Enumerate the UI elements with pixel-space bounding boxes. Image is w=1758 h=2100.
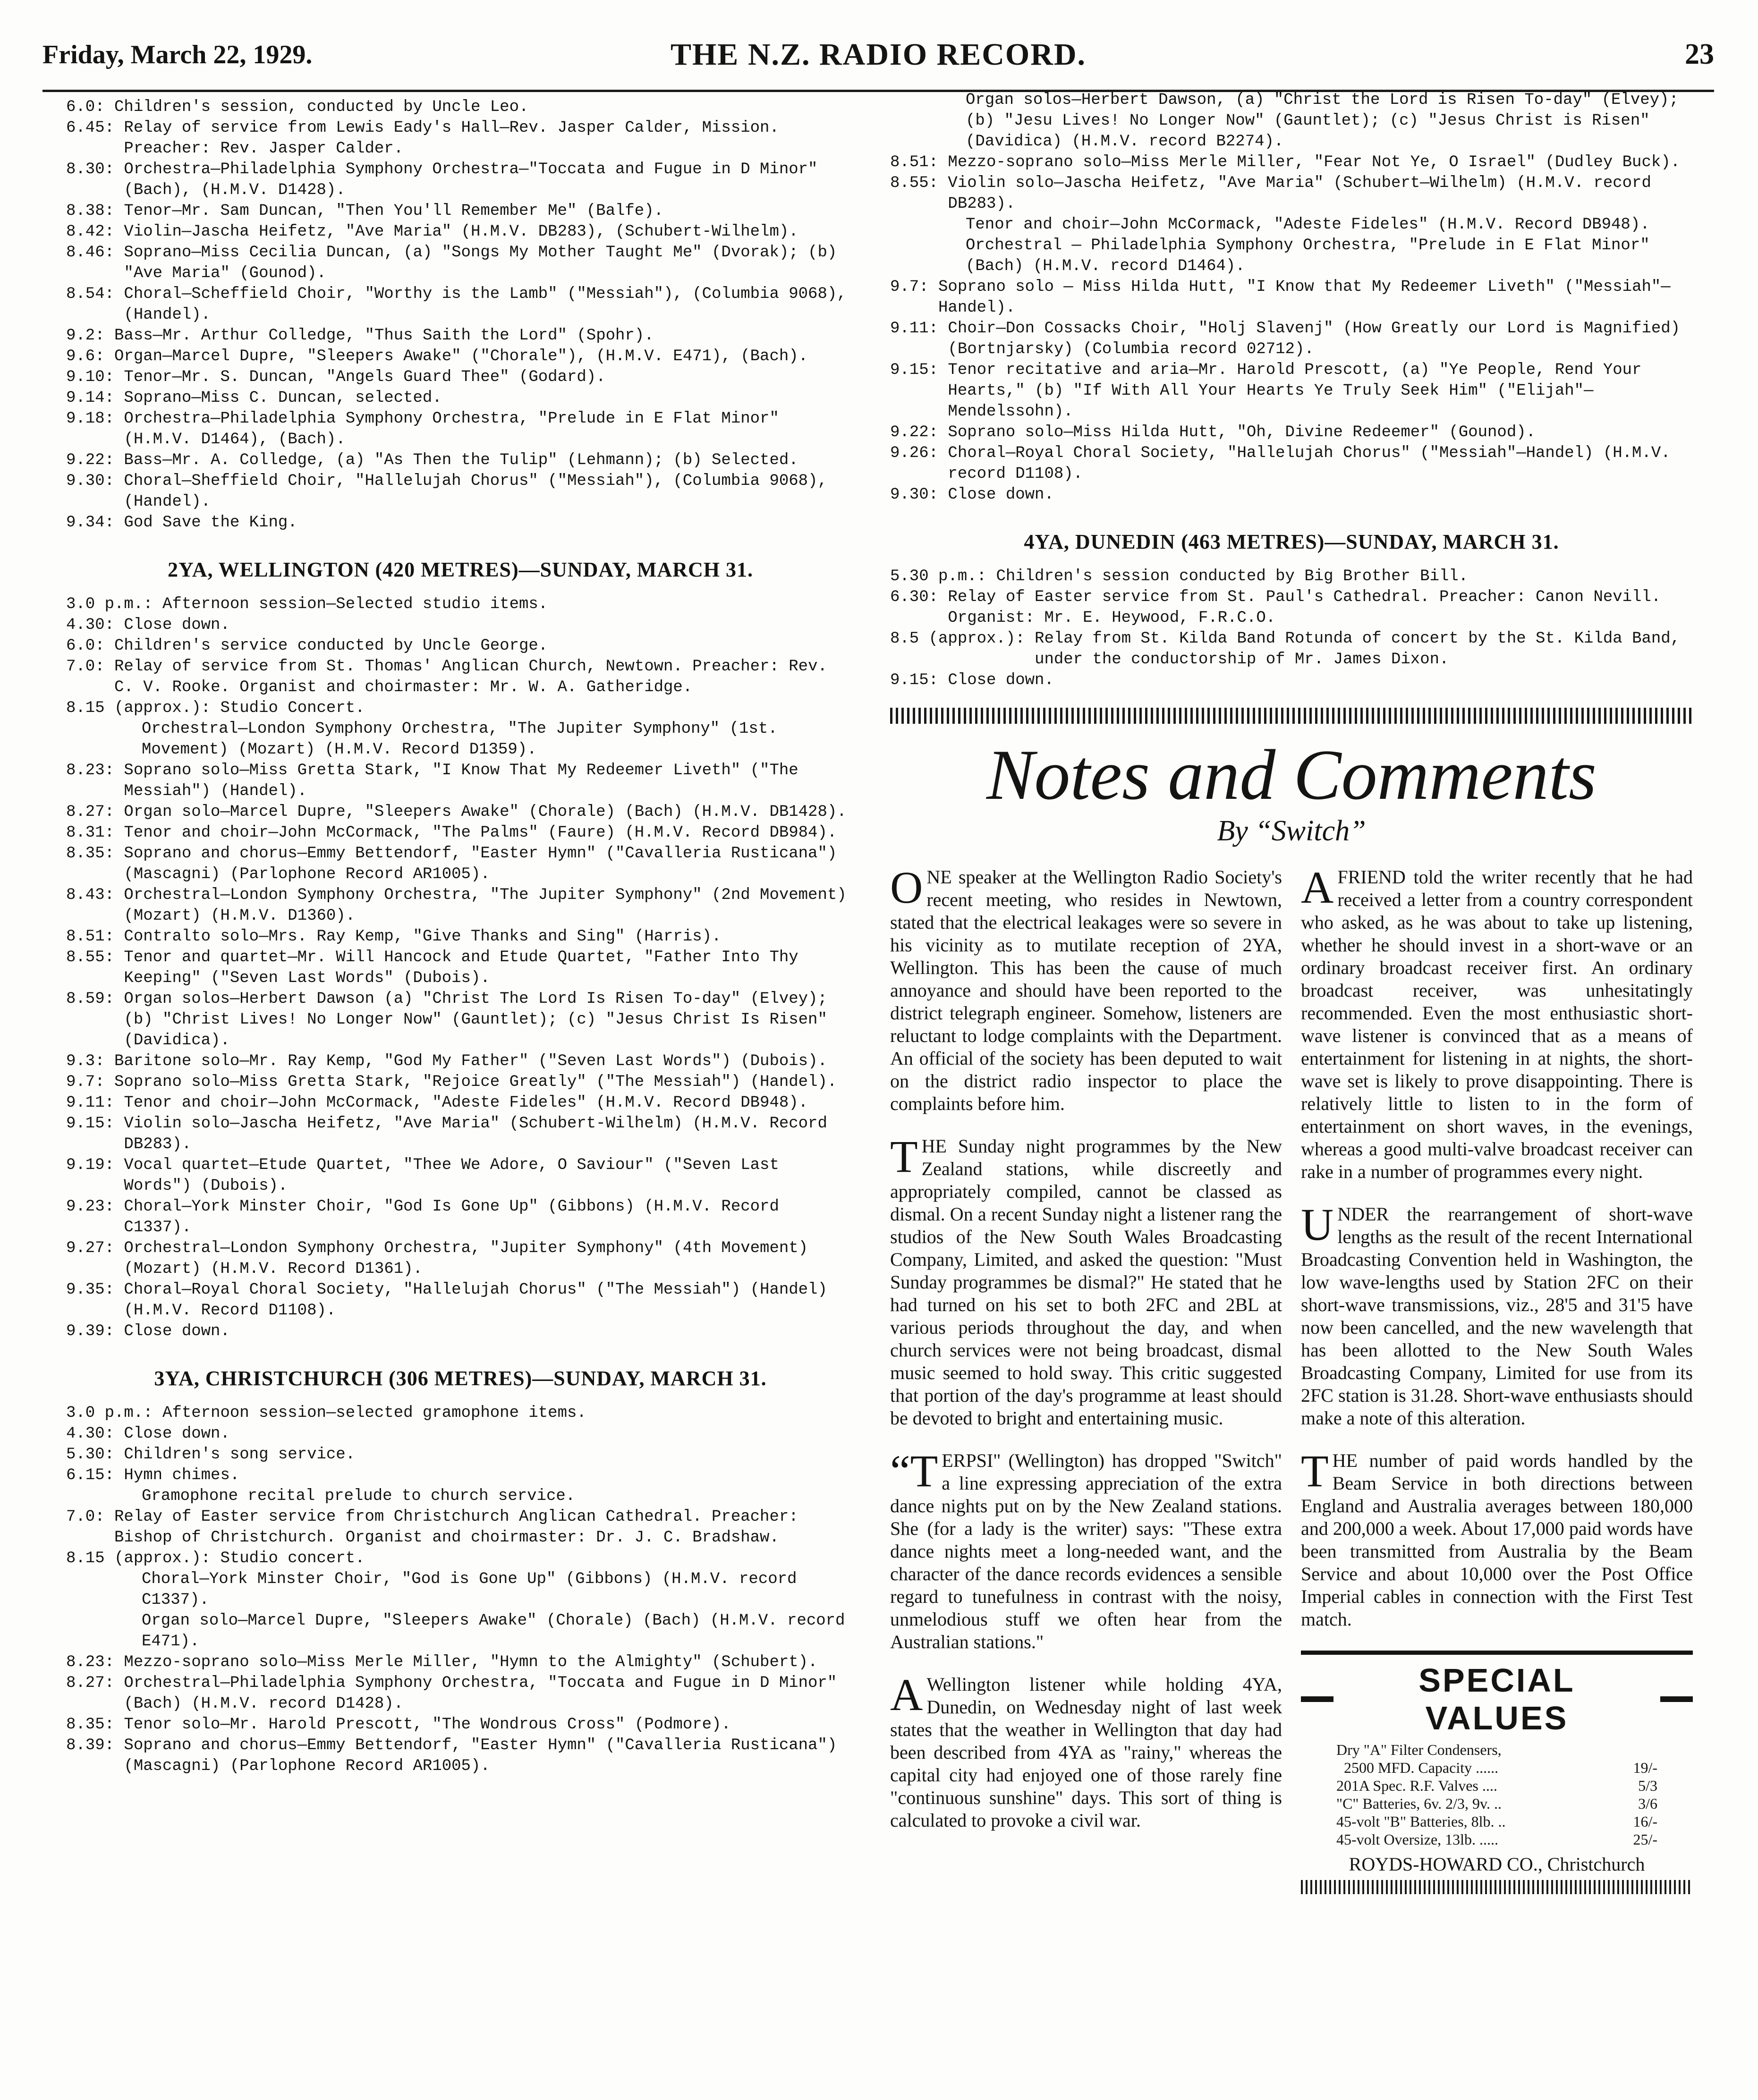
programme-description: God Save the King.: [124, 514, 297, 532]
programme-item: [66, 926, 855, 947]
ad-item: [1336, 1741, 1657, 1759]
programme-description: Soprano and chorus—Emmy Bettendorf, "Easter Hymn" ("Cavalleria Rusticana") (Mascagni) (Parlophone Record AR1005).: [124, 1736, 837, 1775]
programme-description: Orchestra—Philadelphia Symphony Orchestra, "Prelude in E Flat Minor" (H.M.V. D1464), (Bach).: [124, 410, 779, 449]
programme-description: Relay of service from Lewis Eady's Hall—Rev. Jasper Calder, Mission. Preacher: Rev. Jasper Calder.: [124, 119, 779, 158]
programme-description: Organ solos—Herbert Dawson, (a) "Christ the Lord is Risen To-day" (Elvey); (b) "Jesu Lives! No Longer Now" (Gauntlet); (c) "Jesus Christ is Risen" (Davidica) (H.M.V. record B2274).: [966, 91, 1679, 151]
programme-item: [66, 760, 855, 802]
programme-description: Organ solo—Marcel Dupre, "Sleepers Awake" (Chorale) (Bach) (H.M.V. DB1428).: [124, 803, 847, 821]
programme-description: Tenor and choir—John McCormack, "The Palms" (Faure) (H.M.V. Record DB984).: [124, 824, 837, 842]
programme-time: 8.46:: [66, 244, 124, 262]
programme-item: [890, 318, 1693, 360]
dash-ornament: [1660, 1696, 1693, 1702]
programme-time: 7.0:: [66, 658, 115, 676]
programme-time: 8.51:: [66, 928, 124, 946]
ad-price-list: [1336, 1741, 1657, 1848]
paragraph-text: HE number of paid words handled by the Beam Service in both directions between England and Australia averages between 180,000 and 200,000 a week. About 17,000 paid words have been transmitted from Australia by the Beam Service and about 10,000 over the Post Office Imperial cables in connection with the First Test match.: [1301, 1450, 1693, 1630]
programme-time: 8.31:: [66, 824, 124, 842]
special-values-ad: [1301, 1651, 1693, 1894]
page-number: 23: [1685, 38, 1714, 70]
left-column: [66, 97, 855, 1777]
programme-description: Organ solos—Herbert Dawson (a) "Christ The Lord Is Risen To-day" (Elvey); (b) "Christ Lives! No Longer Now" (Gauntlet); (c) "Jesus Christ Is Risen" (Davidica).: [124, 990, 827, 1050]
programme-description: Close down.: [124, 616, 230, 634]
issue-date: Friday, March 22, 1929.: [42, 40, 313, 69]
programme-item: [66, 1196, 855, 1238]
programme-description: Close down.: [948, 671, 1054, 689]
ad-item: [1336, 1830, 1657, 1848]
wellington-section-title: 2YA, WELLINGTON (420 METRES)—SUNDAY, MARCH 31.: [168, 558, 753, 581]
notes-paragraph: [890, 1446, 1282, 1653]
drop-cap: U: [1301, 1199, 1334, 1250]
programme-description: Violin—Jascha Heifetz, "Ave Maria" (H.M.V. DB283), (Schubert-Wilhelm).: [124, 223, 798, 241]
programme-item: [890, 628, 1693, 670]
programme-item: [66, 698, 855, 719]
programme-item: [66, 843, 855, 885]
programme-item: [66, 1051, 855, 1072]
programme-time: 8.15 (approx.):: [66, 699, 221, 717]
programme-time: 9.34:: [66, 514, 124, 532]
notes-column-2: [1301, 862, 1693, 1894]
programme-description: Orchestral — Philadelphia Symphony Orchestra, "Prelude in E Flat Minor" (Bach) (H.M.V. record D1464).: [966, 237, 1650, 275]
programme-description: Relay from St. Kilda Band Rotunda of concert by the St. Kilda Band, under the conductorship of Mr. James Dixon.: [1035, 630, 1681, 669]
programme-description: Close down.: [124, 1322, 230, 1340]
programme-time: 9.11:: [66, 1094, 124, 1112]
programme-time: 9.19:: [66, 1156, 124, 1174]
notes-paragraph: [890, 862, 1282, 1115]
programme-item: [66, 1507, 855, 1548]
programme-item: [66, 408, 855, 450]
right-column: [890, 90, 1693, 1894]
programme-description: Studio concert.: [220, 1550, 365, 1567]
programme-description: Choral—Royal Choral Society, "Hallelujah Chorus" ("The Messiah") (Handel) (H.M.V. Record D1108).: [124, 1281, 827, 1320]
programme-time: 5.30 p.m.:: [890, 567, 996, 585]
programme-description: Choral—York Minster Choir, "God Is Gone Up" (Gibbons) (H.M.V. Record C1337).: [124, 1198, 779, 1236]
page-header: [42, 33, 1714, 92]
ad-item-price: 19/-: [1633, 1759, 1657, 1776]
programme-item: [66, 325, 855, 346]
programme-description: Soprano solo—Miss Gretta Stark, "I Know That My Redeemer Liveth" ("The Messiah") (Handel).: [124, 762, 798, 800]
programme-item: [66, 1714, 855, 1735]
programme-time: 8.23:: [66, 1653, 124, 1671]
programme-item: [66, 885, 855, 926]
programme-time: 4.30:: [66, 1425, 124, 1443]
programme-time: 8.55:: [890, 174, 948, 192]
ad-item: [1336, 1759, 1657, 1777]
programme-description: Soprano solo—Miss Hilda Hutt, "Oh, Divine Redeemer" (Gounod).: [948, 423, 1536, 441]
notes-paragraph: [890, 1669, 1282, 1832]
programme-description: Organ solo—Marcel Dupre, "Sleepers Awake" (Chorale) (Bach) (H.M.V. record E471).: [142, 1612, 845, 1651]
paragraph-text: FRIEND told the writer recently that he had received a letter from a country correspondent who asked, as he was about to take up listening, whether he should invest in a short-wave or an ordinary broadcast receiver first. An ordinary broadcast receiver, was unhesitatingly recommended. Even the most enthusiastic short-wave listener is convinced that as a means of entertainment for listening in at nights, the short-wave set is likely to prove disappointing. There is relatively little to listen to in the form of entertainment on short waves, in the evenings, whereas a good multi-valve broadcast receiver can rake in a number of programmes every night.: [1301, 866, 1693, 1182]
ad-item: [1336, 1777, 1657, 1795]
programme-item: [66, 1423, 855, 1444]
programme-item: [66, 719, 855, 760]
programme-item: [66, 1321, 855, 1342]
programme-description: Soprano—Miss C. Duncan, selected.: [124, 389, 442, 407]
programme-time: 9.10:: [66, 368, 124, 386]
programme-item: [66, 1092, 855, 1113]
wellington-programme: [66, 594, 855, 1342]
notes-paragraph: [1301, 1199, 1693, 1430]
programme-item: [66, 989, 855, 1051]
programme-time: 8.39:: [66, 1736, 124, 1754]
drop-cap: A: [1301, 862, 1334, 913]
masthead: THE N.Z. RADIO RECORD.: [670, 37, 1087, 72]
notes-paragraph: [890, 1131, 1282, 1430]
ad-item-price: 5/3: [1638, 1777, 1657, 1794]
christchurch-section-title: 3YA, CHRISTCHURCH (306 METRES)—SUNDAY, MARCH 31.: [154, 1367, 767, 1390]
programme-description: Soprano and chorus—Emmy Bettendorf, "Easter Hymn" ("Cavalleria Rusticana") (Mascagni) (Parlophone Record AR1005).: [124, 845, 837, 883]
programme-item: [66, 471, 855, 512]
programme-description: Organ—Marcel Dupre, "Sleepers Awake" ("Chorale"), (H.M.V. E471), (Bach).: [114, 347, 808, 365]
programme-time: 8.35:: [66, 1716, 124, 1734]
ad-item: [1336, 1812, 1657, 1830]
programme-description: Studio Concert.: [220, 699, 365, 717]
programme-description: Bass—Mr. Arthur Colledge, "Thus Saith the Lord" (Spohr).: [114, 327, 654, 345]
notes-paragraph: [1301, 862, 1693, 1183]
ad-item-label: 201A Spec. R.F. Valves ....: [1336, 1777, 1497, 1794]
programme-item: [890, 360, 1693, 422]
programme-time: 6.30:: [890, 588, 948, 606]
programme-time: 8.59:: [66, 990, 124, 1008]
programme-time: 8.15 (approx.):: [66, 1550, 221, 1567]
ad-title-text: SPECIAL VALUES: [1418, 1662, 1575, 1736]
programme-item: [66, 284, 855, 325]
programme-time: 9.26:: [890, 444, 948, 462]
paragraph-text: HE Sunday night programmes by the New Zealand stations, while discreetly and appropriately compiled, cannot be classed as dismal. On a recent Sunday night a listener rang the studios of the New South Wales Broadcasting Company, Limited, and asked the question: "Must Sunday programmes be dismal?" He stated that he had turned on his set to both 2FC and 2BL at various periods throughout the day, and when church services were not being broadcast, dismal music seemed to hold sway. This critic suggested that portion of the day's programme at least should be devoted to bright and entertaining music.: [890, 1135, 1282, 1429]
ad-item: [1336, 1795, 1657, 1812]
programme-time: 9.14:: [66, 389, 124, 407]
programme-time: 8.51:: [890, 153, 948, 171]
programme-description: Relay of Easter service from St. Paul's Cathedral. Preacher: Canon Nevill. Organist: Mr. E. Heywood, F.R.C.O.: [948, 588, 1661, 627]
programme-item: [66, 1735, 855, 1777]
programme-description: Children's session conducted by Big Brother Bill.: [996, 567, 1469, 585]
programme-description: Soprano solo—Miss Gretta Stark, "Rejoice Greatly" ("The Messiah") (Handel).: [114, 1073, 837, 1091]
programme-item: [890, 566, 1693, 587]
programme-item: [890, 235, 1693, 277]
programme-item: [66, 242, 855, 284]
drop-cap: T: [890, 1131, 918, 1182]
programme-item: [66, 1113, 855, 1155]
ad-item-label: 2500 MFD. Capacity ......: [1336, 1759, 1499, 1776]
programme-time: 8.35:: [66, 845, 124, 863]
programme-description: Relay of Easter service from Christchurch Anglican Cathedral. Preacher: Bishop of Christchurch. Organist and choirmaster: Dr. J. C. Bradshaw.: [114, 1508, 798, 1547]
ad-item-label: 45-volt Oversize, 13lb. .....: [1336, 1831, 1499, 1848]
programme-time: 8.43:: [66, 886, 124, 904]
programme-description: Choir—Don Cossacks Choir, "Holj Slavenj" (How Greatly our Lord is Magnified) (Bortnjarsky) (Columbia record 02712).: [948, 320, 1681, 358]
christchurch-programme: [66, 1403, 855, 1777]
programme-description: Choral—Scheffield Choir, "Worthy is the Lamb" ("Messiah"), (Columbia 9068), (Handel).: [124, 285, 847, 324]
programme-time: 9.2:: [66, 327, 115, 345]
programme-item: [890, 670, 1693, 691]
programme-description: Gramophone recital prelude to church service.: [142, 1487, 576, 1505]
programme-time: 9.15:: [890, 671, 948, 689]
paragraph-text: NDER the rearrangement of short-wave lengths as the result of the recent International Broadcasting Convention held in Washington, the low wave-lengths used by Station 2FC on their short-wave transmissions, viz., 28'5 and 31'5 have now been cancelled, and the new wavelength that has been allotted to the New South Wales Broadcasting Company, Limited for use from its 2FC station is 31.28. Short-wave enthusiasts should make a note of this alteration.: [1301, 1203, 1693, 1429]
programme-item: [66, 1465, 855, 1486]
drop-cap: A: [890, 1669, 923, 1720]
ad-item-label: "C" Batteries, 6v. 2/3, 9v. ..: [1336, 1795, 1502, 1812]
programme-description: Choral—York Minster Choir, "God is Gone Up" (Gibbons) (H.M.V. record C1337).: [142, 1570, 797, 1609]
programme-time: 9.7:: [66, 1073, 115, 1091]
programme-item: [66, 1238, 855, 1279]
programme-item: [66, 367, 855, 388]
ad-item-price: 25/-: [1633, 1831, 1657, 1848]
programme-item: [66, 346, 855, 367]
programme-description: Soprano—Miss Cecilia Duncan, (a) "Songs My Mother Taught Me" (Dvorak); (b) "Ave Maria" (Gounod).: [124, 244, 837, 282]
programme-description: Tenor and quartet—Mr. Will Hancock and Etude Quartet, "Father Into Thy Keeping" ("Seven Last Words" (Dubois).: [124, 948, 798, 987]
decorative-rule: [890, 708, 1693, 724]
programme-item: [66, 615, 855, 635]
programme-description: Close down.: [124, 1425, 230, 1443]
programme-item: [66, 97, 855, 118]
programme-time: 9.39:: [66, 1322, 124, 1340]
programme-description: Afternoon session—selected gramophone items.: [162, 1404, 586, 1422]
programme-description: Mezzo-soprano solo—Miss Merle Miller, "Fear Not Ye, O Israel" (Dudley Buck).: [948, 153, 1681, 171]
auckland-programme-continued: [66, 97, 855, 533]
drop-cap: O: [890, 862, 923, 913]
paragraph-text: ERPSI" (Wellington) has dropped "Switch" a line expressing appreciation of the extra dance nights put on by the New Zealand stations. She (for a lady is the writer) says: "These extra dance nights meet a long-needed want, and the character of the dance records evidences a sensible regard to tunefulness in contrast with the noisy, unmelodious stuff we often hear from the Australian stations.": [890, 1450, 1282, 1652]
notes-body: [890, 862, 1693, 1894]
programme-time: 6.45:: [66, 119, 124, 137]
programme-description: Orchestral—London Symphony Orchestra, "The Jupiter Symphony" (2nd Movement) (Mozart) (H.M.V. D1360).: [124, 886, 847, 925]
programme-description: Relay of service from St. Thomas' Anglican Church, Newtown. Preacher: Rev. C. V. Rooke. Organist and choirmaster: Mr. W. A. Gatheridge.: [114, 658, 827, 696]
programme-item: [890, 443, 1693, 484]
programme-item: [890, 422, 1693, 443]
ad-title: [1301, 1661, 1693, 1737]
programme-item: [66, 1072, 855, 1092]
programme-item: [66, 159, 855, 201]
programme-description: Tenor solo—Mr. Harold Prescott, "The Wondrous Cross" (Podmore).: [124, 1716, 731, 1734]
programme-item: [66, 221, 855, 242]
programme-item: [66, 656, 855, 698]
ad-item-price: 16/-: [1633, 1813, 1657, 1830]
programme-description: Contralto solo—Mrs. Ray Kemp, "Give Thanks and Sing" (Harris).: [124, 928, 722, 946]
programme-description: Tenor recitative and aria—Mr. Harold Prescott, (a) "Ye People, Rend Your Hearts," (b) "If With All Your Hearts Ye Truly Seek Him" ("Elijah"—Mendelssohn).: [948, 361, 1642, 421]
programme-time: 5.30:: [66, 1446, 124, 1464]
paragraph-text: NE speaker at the Wellington Radio Society's recent meeting, who resides in Newtown, stated that the electrical leakages were so severe in his vicinity as to mutilate reception of 2YA, Wellington. This has been the cause of much annoyance and should have been reported to the district telegraph engineer. Somehow, listeners are reluctant to lodge complaints with the Department. An official of the society has been deputed to wait on the district radio inspector to place the complaints before him.: [890, 866, 1282, 1114]
programme-item: [66, 512, 855, 533]
notes-paragraph: [1301, 1446, 1693, 1631]
programme-item: [890, 587, 1693, 628]
programme-item: [66, 802, 855, 822]
ad-advertiser: ROYDS-HOWARD CO., Christchurch: [1349, 1854, 1645, 1875]
programme-time: 9.30:: [66, 472, 124, 490]
programme-description: Children's session, conducted by Uncle Leo.: [114, 98, 529, 116]
christchurch-programme-continued: [890, 90, 1693, 505]
programme-description: Orchestra—Philadelphia Symphony Orchestra—"Toccata and Fugue in D Minor" (Bach), (H.M.V. D1428).: [124, 161, 818, 199]
programme-description: Choral—Sheffield Choir, "Hallelujah Chorus" ("Messiah"), (Columbia 9068), (Handel).: [124, 472, 827, 511]
programme-item: [66, 1403, 855, 1423]
programme-description: Baritone solo—Mr. Ray Kemp, "God My Father" ("Seven Last Words") (Dubois).: [114, 1052, 827, 1070]
programme-item: [66, 1610, 855, 1652]
programme-item: [66, 635, 855, 656]
notes-title: Notes and Comments: [986, 735, 1597, 814]
programme-time: 9.18:: [66, 410, 124, 428]
programme-time: 8.55:: [66, 948, 124, 966]
programme-time: 8.27:: [66, 803, 124, 821]
programme-item: [890, 277, 1693, 318]
programme-description: Orchestral—Philadelphia Symphony Orchestra, "Toccata and Fugue in D Minor" (Bach) (H.M.V. record D1428).: [124, 1674, 837, 1713]
programme-item: [66, 1548, 855, 1569]
programme-time: 9.22:: [890, 423, 948, 441]
programme-time: 9.23:: [66, 1198, 124, 1216]
ad-item-price: 3/6: [1638, 1795, 1657, 1812]
programme-time: 9.30:: [890, 486, 948, 504]
programme-time: 9.22:: [66, 451, 124, 469]
programme-time: 9.7:: [890, 278, 939, 296]
programme-item: [66, 594, 855, 615]
programme-item: [890, 90, 1693, 152]
programme-description: Tenor and choir—John McCormack, "Adeste Fideles" (H.M.V. Record DB948).: [966, 216, 1650, 234]
programme-item: [890, 173, 1693, 214]
programme-description: Vocal quartet—Etude Quartet, "Thee We Adore, O Saviour" ("Seven Last Words") (Dubois).: [124, 1156, 779, 1195]
programme-description: Bass—Mr. A. Colledge, (a) "As Then the Tulip" (Lehmann); (b) Selected.: [124, 451, 798, 469]
programme-item: [66, 118, 855, 159]
programme-time: 9.35:: [66, 1281, 124, 1299]
programme-time: 8.5 (approx.):: [890, 630, 1035, 648]
programme-time: 3.0 p.m.:: [66, 1404, 163, 1422]
programme-time: 9.15:: [66, 1115, 124, 1133]
programme-item: [66, 1486, 855, 1507]
programme-item: [890, 214, 1693, 235]
programme-item: [66, 947, 855, 989]
programme-item: [66, 201, 855, 221]
programme-item: [66, 822, 855, 843]
programme-time: 4.30:: [66, 616, 124, 634]
programme-description: Choral—Royal Choral Society, "Hallelujah Chorus" ("Messiah"—Handel) (H.M.V. record D1108).: [948, 444, 1671, 483]
programme-time: 9.3:: [66, 1052, 115, 1070]
programme-description: Children's song service.: [124, 1446, 356, 1464]
programme-time: 9.6:: [66, 347, 115, 365]
programme-description: Children's service conducted by Uncle George.: [114, 637, 548, 655]
programme-description: Tenor and choir—John McCormack, "Adeste Fideles" (H.M.V. Record DB948).: [124, 1094, 808, 1112]
programme-time: 6.0:: [66, 98, 115, 116]
dunedin-programme: [890, 566, 1693, 691]
programme-description: Tenor—Mr. Sam Duncan, "Then You'll Remember Me" (Balfe).: [124, 202, 664, 220]
paragraph-text: Wellington listener while holding 4YA, Dunedin, on Wednesday night of last week states that the weather in Wellington that day had been described from 4YA as "rainy," whereas the capital city had enjoyed one of those rarely fine "continuous sunshine" days. This sort of thing is calculated to provoke a civil war.: [890, 1674, 1282, 1831]
programme-description: Close down.: [948, 486, 1054, 504]
programme-time: 3.0 p.m.:: [66, 595, 163, 613]
programme-description: Soprano solo — Miss Hilda Hutt, "I Know that My Redeemer Liveth" ("Messiah"—Handel).: [938, 278, 1671, 317]
programme-item: [66, 1652, 855, 1673]
ad-item-label: Dry "A" Filter Condensers,: [1336, 1741, 1502, 1758]
programme-item: [66, 450, 855, 471]
notes-byline: By “Switch”: [1217, 815, 1366, 847]
programme-item: [66, 1155, 855, 1196]
programme-time: 8.38:: [66, 202, 124, 220]
dunedin-section-title: 4YA, DUNEDIN (463 METRES)—SUNDAY, MARCH 31.: [1024, 530, 1559, 553]
programme-time: 8.30:: [66, 161, 124, 178]
programme-item: [66, 1444, 855, 1465]
programme-description: Orchestral—London Symphony Orchestra, "Jupiter Symphony" (4th Movement) (Mozart) (H.M.V. Record D1361).: [124, 1239, 808, 1278]
ad-bottom-rule: [1301, 1880, 1693, 1894]
programme-time: 9.15:: [890, 361, 948, 379]
programme-time: 8.27:: [66, 1674, 124, 1692]
programme-description: Violin solo—Jascha Heifetz, "Ave Maria" (Schubert—Wilhelm) (H.M.V. record DB283).: [948, 174, 1651, 213]
programme-description: Mezzo-soprano solo—Miss Merle Miller, "Hymn to the Almighty" (Schubert).: [124, 1653, 818, 1671]
programme-item: [66, 1279, 855, 1321]
programme-time: 6.0:: [66, 637, 115, 655]
drop-cap: “T: [890, 1446, 938, 1496]
programme-description: Tenor—Mr. S. Duncan, "Angels Guard Thee" (Godard).: [124, 368, 606, 386]
notes-column-1: [890, 862, 1282, 1894]
programme-item: [890, 484, 1693, 505]
programme-description: Orchestral—London Symphony Orchestra, "The Jupiter Symphony" (1st. Movement) (Mozart) (H.M.V. Record D1359).: [142, 720, 778, 759]
programme-time: 9.11:: [890, 320, 948, 338]
programme-item: [66, 388, 855, 408]
programme-time: 8.23:: [66, 762, 124, 779]
programme-time: 9.27:: [66, 1239, 124, 1257]
programme-description: Afternoon session—Selected studio items.: [162, 595, 548, 613]
ad-item-label: 45-volt "B" Batteries, 8lb. ..: [1336, 1813, 1506, 1830]
dash-ornament: [1301, 1696, 1333, 1702]
programme-item: [66, 1673, 855, 1714]
programme-item: [66, 1569, 855, 1610]
programme-time: 6.15:: [66, 1466, 124, 1484]
programme-description: Violin solo—Jascha Heifetz, "Ave Maria" (Schubert-Wilhelm) (H.M.V. Record DB283).: [124, 1115, 827, 1153]
programme-item: [890, 152, 1693, 173]
programme-time: 8.42:: [66, 223, 124, 241]
programme-time: 7.0:: [66, 1508, 115, 1526]
drop-cap: T: [1301, 1446, 1329, 1496]
programme-time: 8.54:: [66, 285, 124, 303]
programme-description: Hymn chimes.: [124, 1466, 240, 1484]
